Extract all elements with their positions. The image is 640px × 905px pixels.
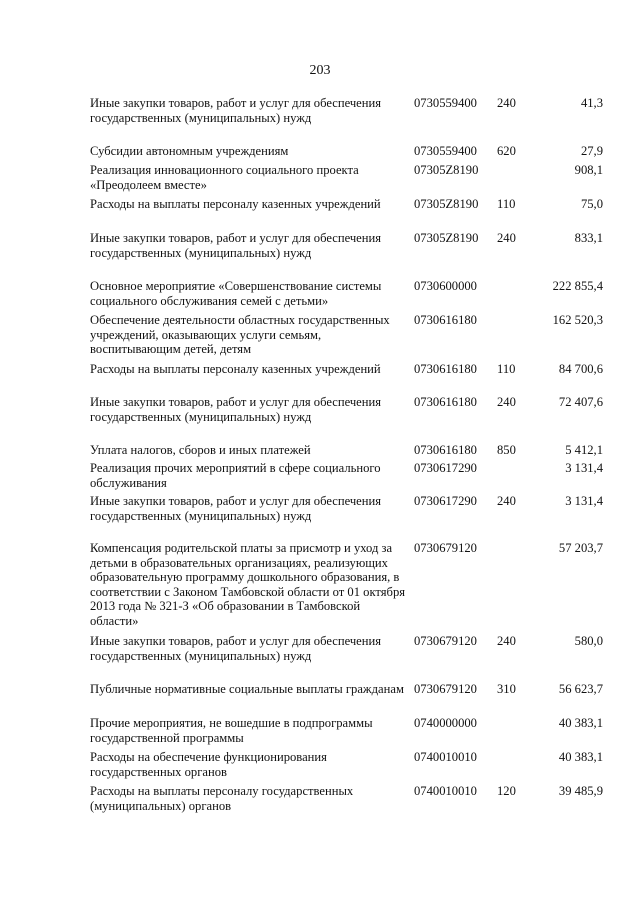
row-amount: 75,0 xyxy=(580,197,603,211)
row-description: Реализация инновационного социального проекта «Преодолеем вместе» xyxy=(90,163,359,192)
row-description: Субсидии автономным учреждениям xyxy=(90,144,289,158)
row-expense-type: 120 xyxy=(497,784,516,798)
row-description: Публичные нормативные социальные выплаты гражданам xyxy=(90,682,404,696)
row-expense-type: 850 xyxy=(497,443,516,457)
table-row xyxy=(0,163,640,197)
page-number: 203 xyxy=(309,63,331,78)
table-row xyxy=(0,197,640,231)
row-description: Иные закупки товаров, работ и услуг для обеспечения государственных (муниципальных) нужд xyxy=(90,494,382,523)
row-description: Компенсация родительской платы за присмотр и уход за детьми в образовательных организациях, реализующих образовательную программу дошкольного образования, в соответствии с Законом Тамбовской области от 01 октября 2013 года № 321-З «Об образовании в Тамбовской области» xyxy=(90,541,406,628)
row-description: Расходы на обеспечение функционирования государственных органов xyxy=(90,750,327,779)
table-row xyxy=(0,313,640,362)
table-row xyxy=(0,784,640,818)
row-expense-type: 620 xyxy=(497,144,516,158)
row-expense-type: 240 xyxy=(497,395,516,409)
row-amount: 57 203,7 xyxy=(558,541,603,555)
row-code: 0730617290 xyxy=(414,494,477,508)
table-row xyxy=(0,541,640,634)
row-expense-type: 110 xyxy=(497,197,516,211)
row-amount: 3 131,4 xyxy=(565,461,603,475)
row-expense-type: 240 xyxy=(497,494,516,508)
row-code: 0740000000 xyxy=(414,716,477,730)
row-expense-type: 240 xyxy=(497,231,516,245)
row-amount: 39 485,9 xyxy=(558,784,603,798)
row-amount: 27,9 xyxy=(580,144,603,158)
row-description: Расходы на выплаты персоналу казенных учреждений xyxy=(90,197,381,211)
row-expense-type: 110 xyxy=(497,362,516,376)
row-expense-type: 240 xyxy=(497,96,516,110)
row-amount: 222 855,4 xyxy=(552,279,603,293)
row-amount: 84 700,6 xyxy=(558,362,603,376)
row-code: 0730616180 xyxy=(414,395,477,409)
row-description: Иные закупки товаров, работ и услуг для обеспечения государственных (муниципальных) нужд xyxy=(90,96,382,125)
row-amount: 580,0 xyxy=(574,634,603,648)
row-code: 0730559400 xyxy=(414,144,477,158)
row-amount: 5 412,1 xyxy=(565,443,603,457)
row-amount: 41,3 xyxy=(580,96,603,110)
table-row xyxy=(0,362,640,395)
row-description: Расходы на выплаты персоналу государственных (муниципальных) органов xyxy=(90,784,354,813)
table-row xyxy=(0,144,640,163)
row-description: Иные закупки товаров, работ и услуг для обеспечения государственных (муниципальных) нужд xyxy=(90,395,382,424)
row-code: 0730616180 xyxy=(414,313,477,327)
row-expense-type: 240 xyxy=(497,634,516,648)
table-row xyxy=(0,231,640,279)
row-code: 07305Z8190 xyxy=(414,197,479,211)
row-expense-type: 310 xyxy=(497,682,516,696)
table-row xyxy=(0,750,640,784)
table-row xyxy=(0,279,640,313)
row-code: 0730617290 xyxy=(414,461,477,475)
table-row xyxy=(0,682,640,716)
row-description: Иные закупки товаров, работ и услуг для обеспечения государственных (муниципальных) нужд xyxy=(90,634,382,663)
row-amount: 40 383,1 xyxy=(558,716,603,730)
row-amount: 72 407,6 xyxy=(558,395,603,409)
table-row xyxy=(0,443,640,461)
row-amount: 56 623,7 xyxy=(558,682,603,696)
table-row xyxy=(0,494,640,541)
row-code: 07305Z8190 xyxy=(414,163,479,177)
row-code: 07305Z8190 xyxy=(414,231,479,245)
row-description: Основное мероприятие «Совершенствование системы социального обслуживания семей с детьми» xyxy=(90,279,382,308)
row-amount: 3 131,4 xyxy=(565,494,603,508)
row-description: Обеспечение деятельности областных государственных учреждений, оказывающих услуги семьям, воспитывающим детей, детям xyxy=(90,313,390,356)
row-code: 0730616180 xyxy=(414,362,477,376)
row-code: 0730679120 xyxy=(414,634,477,648)
table-row xyxy=(0,96,640,144)
table-row xyxy=(0,634,640,682)
row-amount: 40 383,1 xyxy=(558,750,603,764)
table-row xyxy=(0,716,640,750)
row-description: Реализация прочих мероприятий в сфере социального обслуживания xyxy=(90,461,381,490)
table-row xyxy=(0,395,640,443)
table-row xyxy=(0,461,640,494)
row-description: Иные закупки товаров, работ и услуг для обеспечения государственных (муниципальных) нужд xyxy=(90,231,382,260)
row-description: Уплата налогов, сборов и иных платежей xyxy=(90,443,311,457)
row-description: Прочие мероприятия, не вошедшие в подпрограммы государственной программы xyxy=(90,716,373,745)
row-code: 0730679120 xyxy=(414,541,477,555)
row-amount: 833,1 xyxy=(574,231,603,245)
row-code: 0740010010 xyxy=(414,784,477,798)
row-code: 0730600000 xyxy=(414,279,477,293)
row-code: 0740010010 xyxy=(414,750,477,764)
row-code: 0730559400 xyxy=(414,96,477,110)
row-amount: 162 520,3 xyxy=(552,313,603,327)
row-description: Расходы на выплаты персоналу казенных учреждений xyxy=(90,362,381,376)
budget-table xyxy=(0,96,640,818)
row-code: 0730616180 xyxy=(414,443,477,457)
row-code: 0730679120 xyxy=(414,682,477,696)
row-amount: 908,1 xyxy=(574,163,603,177)
